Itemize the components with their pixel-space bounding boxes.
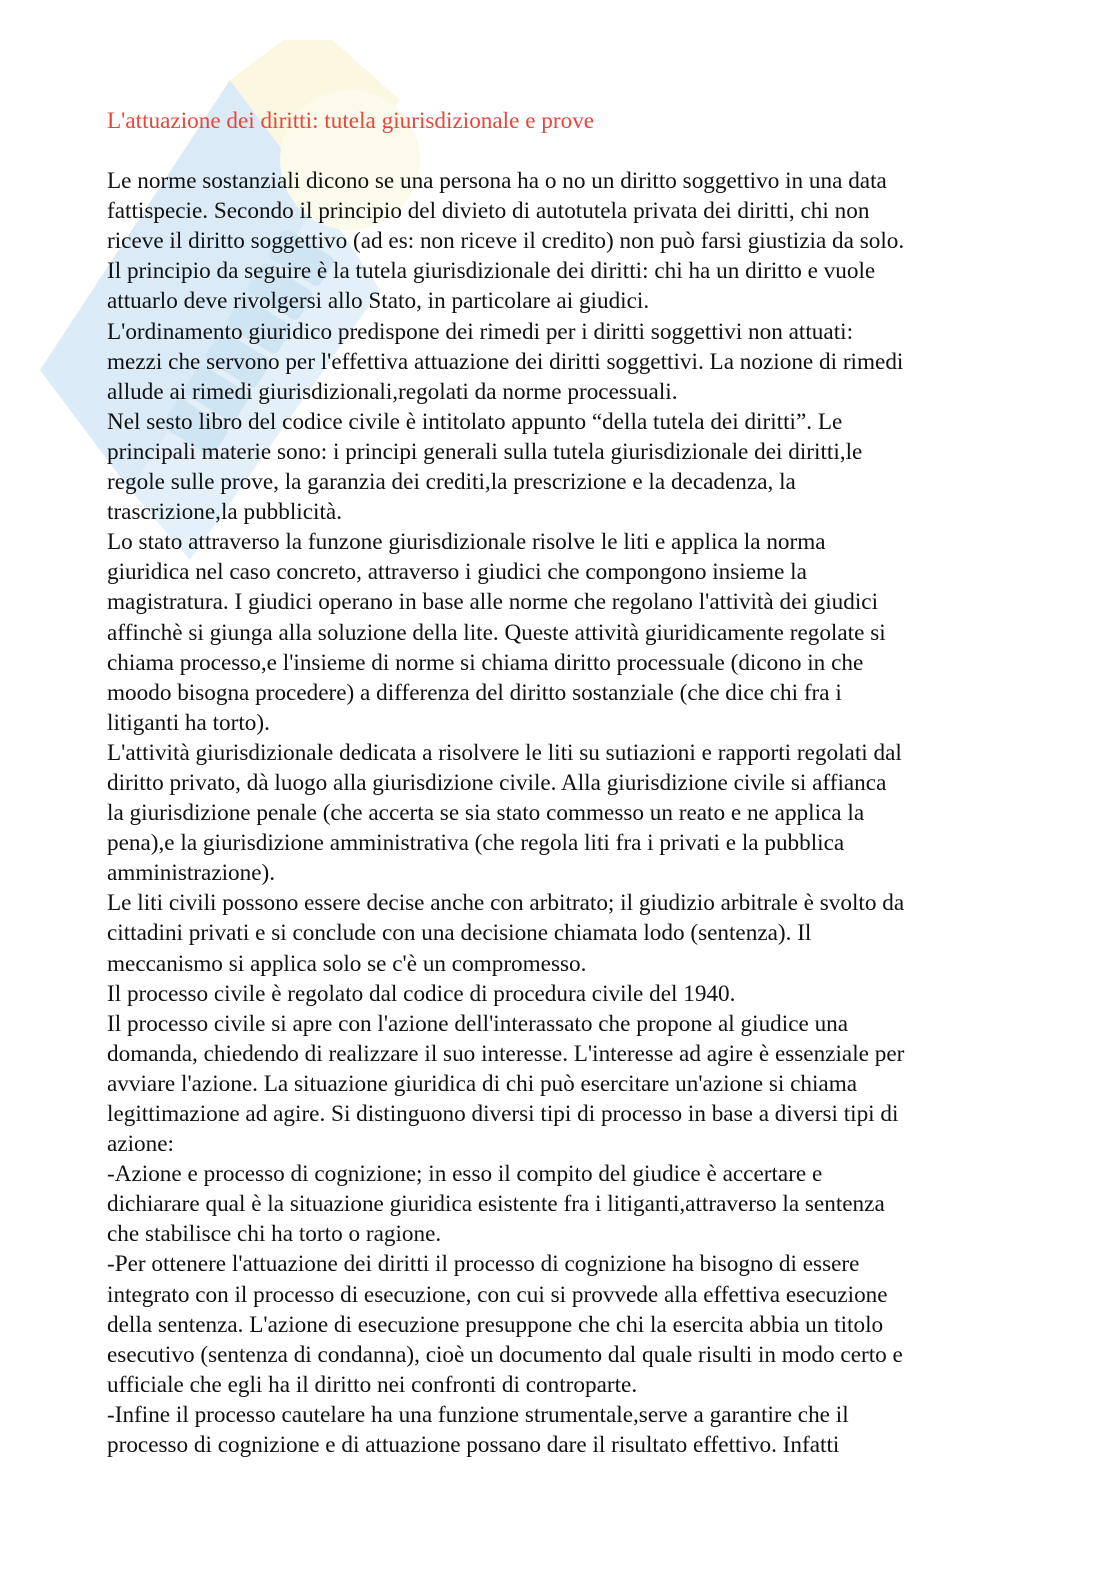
text-line: Lo stato attraverso la funzone giurisdizionale risolve le liti e applica la norma — [107, 529, 826, 556]
text-line: -Per ottenere l'attuazione dei diritti il processo di cognizione ha bisogno di essere — [107, 1251, 860, 1278]
text-line: ufficiale che egli ha il diritto nei confronti di controparte. — [107, 1371, 638, 1398]
text-line: -Azione e processo di cognizione; in esso il compito del giudice è accertare e — [107, 1161, 823, 1188]
text-line: diritto privato, dà luogo alla giurisdizione civile. Alla giurisdizione civile si affianca — [107, 769, 887, 796]
text-line: L'ordinamento giuridico predispone dei rimedi per i diritti soggettivi non attuati: — [107, 318, 854, 345]
text-line: fattispecie. Secondo il principio del divieto di autotutela privata dei diritti, chi non — [107, 198, 870, 225]
text-line: meccanismo si applica solo se c'è un compromesso. — [107, 950, 587, 977]
text-line: Il processo civile si apre con l'azione dell'interassato che propone al giudice una — [107, 1010, 849, 1037]
text-line: avviare l'azione. La situazione giuridica di chi può esercitare un'azione si chiama — [107, 1070, 858, 1097]
text-line: mezzi che servono per l'effettiva attuazione dei diritti soggettivi. La nozione di rimedi — [107, 348, 904, 375]
text-line: dichiarare qual è la situazione giuridica esistente fra i litiganti,attraverso la sentenza — [107, 1191, 885, 1218]
text-line: Nel sesto libro del codice civile è intitolato appunto “della tutela dei diritti”. Le — [107, 408, 843, 435]
text-line: domanda, chiedendo di realizzare il suo interesse. L'interesse ad agire è essenziale per — [107, 1040, 905, 1067]
text-line: regole sulle prove, la garanzia dei crediti,la prescrizione e la decadenza, la — [107, 469, 796, 496]
text-line: trascrizione,la pubblicità. — [107, 499, 342, 526]
text-line: Le norme sostanziali dicono se una persona ha o no un diritto soggettivo in una data — [107, 168, 887, 195]
text-line: che stabilisce chi ha torto o ragione. — [107, 1221, 442, 1248]
text-line: principali materie sono: i principi generali sulla tutela giurisdizionale dei diritti,le — [107, 438, 863, 465]
text-line: integrato con il processo di esecuzione, con cui si provvede alla effettiva esecuzione — [107, 1281, 888, 1308]
text-line: allude ai rimedi giurisdizionali,regolati da norme processuali. — [107, 378, 678, 405]
text-line: legittimazione ad agire. Si distinguono diversi tipi di processo in base a diversi tipi di — [107, 1101, 899, 1127]
text-line: giuridica nel caso concreto, attraverso i giudici che compongono insieme la — [107, 559, 807, 586]
text-line: magistratura. I giudici operano in base alle norme che regolano l'attività dei giudici — [107, 589, 879, 616]
text-line: azione: — [107, 1131, 174, 1158]
text-line: riceve il diritto soggettivo (ad es: non riceve il credito) non può farsi giustizia da solo. — [107, 228, 905, 255]
text-line: Il principio da seguire è la tutela giurisdizionale dei diritti: chi ha un diritto e vuole — [107, 258, 876, 285]
text-line: L'attività giurisdizionale dedicata a risolvere le liti su sutiazioni e rapporti regolati dal — [107, 739, 902, 766]
text-line: chiama processo,e l'insieme di norme si chiama diritto processuale (dicono in che — [107, 649, 864, 676]
document-title: L'attuazione dei diritti: tutela giurisdizionale e prove — [107, 108, 595, 134]
text-line: cittadini privati e si conclude con una decisione chiamata lodo (sentenza). Il — [107, 920, 812, 947]
text-line: amministrazione). — [107, 860, 276, 887]
document-text — [107, 166, 1027, 1460]
text-line: della sentenza. L'azione di esecuzione presuppone che chi la esercita abbia un titolo — [107, 1311, 884, 1338]
text-line: moodo bisogna procedere) a differenza del diritto sostanziale (che dice chi fra i — [107, 679, 842, 706]
text-line: -Infine il processo cautelare ha una funzione strumentale,serve a garantire che il — [107, 1401, 849, 1428]
document-body — [107, 106, 1027, 1460]
text-line: la giurisdizione penale (che accerta se sia stato commesso un reato e ne applica la — [107, 800, 865, 827]
text-line: Le liti civili possono essere decise anche con arbitrato; il giudizio arbitrale è svolto da — [107, 890, 905, 917]
text-line: attuarlo deve rivolgersi allo Stato, in particolare ai giudici. — [107, 288, 650, 315]
text-line: processo di cognizione e di attuazione possano dare il risultato effettivo. Infatti — [107, 1432, 840, 1459]
text-line: esecutivo (sentenza di condanna), cioè un documento dal quale risulti in modo certo e — [107, 1341, 903, 1368]
text-line: Il processo civile è regolato dal codice di procedura civile del 1940. — [107, 980, 736, 1007]
text-line: affinchè si giunga alla soluzione della lite. Queste attività giuridicamente regolate si — [107, 619, 886, 646]
text-line: pena),e la giurisdizione amministrativa (che regola liti fra i privati e la pubblica — [107, 830, 845, 857]
text-line: litiganti ha torto). — [107, 709, 270, 736]
